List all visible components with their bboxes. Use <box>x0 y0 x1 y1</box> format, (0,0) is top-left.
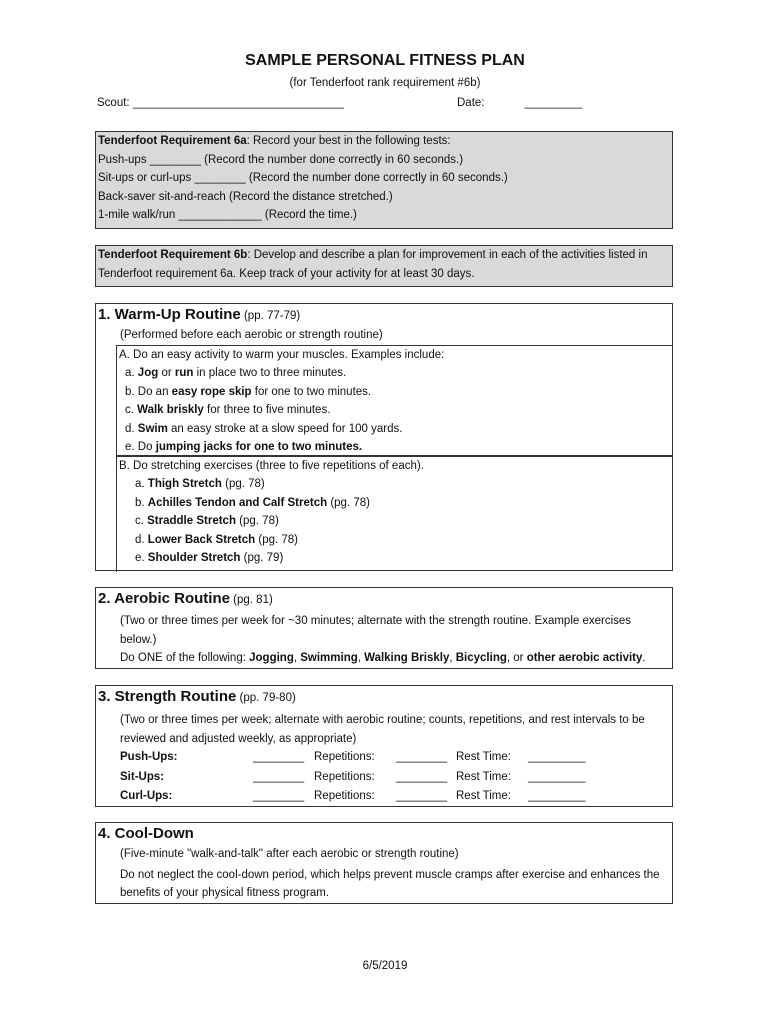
requirement-6a-box <box>95 131 673 229</box>
warmup-part-a <box>116 345 672 456</box>
req6a-intro-text: : Record your best in the following tests: <box>246 135 451 147</box>
req6b-title: Tenderfoot Requirement 6b <box>98 249 248 261</box>
req6a-walk-run: 1-mile walk/run _____________ (Record the time.) <box>98 209 357 221</box>
strength-label: Push-Ups: <box>120 751 178 763</box>
strength-heading-text: 3. Strength Routine <box>98 688 237 705</box>
warmup-b-item: a. Thigh Stretch (pg. 78) <box>135 478 265 490</box>
warmup-pages: (pp. 77-79) <box>240 310 301 322</box>
rest-label: Rest Time: <box>456 770 511 783</box>
req6b-body: : Develop and describe a plan for improvement in each of the activities listed in Tenderfoot requirement 6a. Keep track of your activity for at least 30 days. <box>98 249 648 280</box>
rest-blank[interactable]: _________ <box>528 790 586 802</box>
scout-label: Scout: <box>97 97 133 109</box>
reps-label: Repetitions: <box>314 770 375 783</box>
requirement-6b-box <box>95 245 673 287</box>
req6a-sit-reach: Back-saver sit-and-reach (Record the distance stretched.) <box>98 190 393 203</box>
aerobic-heading <box>96 588 672 610</box>
rest-blank[interactable]: _________ <box>528 751 586 763</box>
date-blank[interactable]: _________ <box>524 97 583 109</box>
aerobic-options: Do ONE of the following: Jogging, Swimming, Walking Briskly, Bicycling, or other aerobic activity. <box>120 652 646 664</box>
warmup-b-item: e. Shoulder Stretch (pg. 79) <box>135 552 284 564</box>
warmup-b-intro: B. Do stretching exercises (three to five repetitions of each). <box>119 459 424 472</box>
date-label: Date: <box>457 97 485 109</box>
count-blank[interactable]: ________ <box>253 770 305 783</box>
strength-section <box>95 685 673 807</box>
warmup-part-b <box>116 456 672 572</box>
footer-date: 6/5/2019 <box>362 960 408 972</box>
cooldown-note: (Five-minute "walk-and-talk" after each aerobic or strength routine) <box>120 848 459 860</box>
warmup-b-item: b. Achilles Tendon and Calf Stretch (pg. 78) <box>135 496 370 509</box>
cooldown-text: Do not neglect the cool-down period, which helps prevent muscle cramps after exercise and enhances the benefits of your physical fitness program. <box>120 868 660 899</box>
warmup-a-item: a. Jog or run in place two to three minutes. <box>125 367 347 379</box>
warmup-a-item: b. Do an easy rope skip for one to two minutes. <box>125 385 372 398</box>
req6a-pushups: Push-ups ________ (Record the number done correctly in 60 seconds.) <box>98 153 464 166</box>
cooldown-section <box>95 822 673 904</box>
aerobic-note: (Two or three times per week for ~30 minutes; alternate with the strength routine. Example exercises below.) <box>120 615 632 646</box>
warmup-heading <box>96 304 672 326</box>
rest-label: Rest Time: <box>456 751 511 763</box>
req6a-situps: Sit-ups or curl-ups ________ (Record the number done correctly in 60 seconds.) <box>98 172 508 184</box>
cooldown-heading: 4. Cool-Down <box>98 825 194 842</box>
count-blank[interactable]: ________ <box>253 790 305 802</box>
reps-blank[interactable]: ________ <box>396 790 448 802</box>
warmup-a-item: c. Walk briskly for three to five minutes. <box>125 404 331 416</box>
rest-blank[interactable]: _________ <box>528 770 586 783</box>
warmup-b-item: c. Straddle Stretch (pg. 78) <box>135 515 279 527</box>
strength-pages: (pp. 79-80) <box>236 692 296 704</box>
strength-note: (Two or three times per week; alternate with aerobic routine; counts, repetitions, and rest intervals to be reviewed and adjusted weekly, as appropriate) <box>120 714 645 745</box>
count-blank[interactable]: ________ <box>253 751 305 763</box>
aerobic-section <box>95 587 673 669</box>
req6a-title: Tenderfoot Requirement 6a <box>98 135 247 147</box>
page-subtitle: (for Tenderfoot rank requirement #6b) <box>289 77 481 89</box>
reps-label: Repetitions: <box>314 751 375 763</box>
warmup-a-item: e. Do jumping jacks for one to two minutes. <box>125 441 363 453</box>
reps-blank[interactable]: ________ <box>396 751 448 763</box>
warmup-section <box>95 303 673 571</box>
reps-blank[interactable]: ________ <box>396 770 448 783</box>
warmup-note: (Performed before each aerobic or strength routine) <box>120 329 383 341</box>
strength-row-curlups <box>96 787 672 807</box>
strength-row-pushups <box>96 748 672 768</box>
warmup-heading-text: 1. Warm-Up Routine <box>98 306 241 323</box>
date-field[interactable] <box>457 97 582 109</box>
req6a-intro <box>96 132 672 151</box>
strength-heading <box>96 686 672 708</box>
strength-row-situps <box>96 768 672 788</box>
warmup-a-intro: A. Do an easy activity to warm your muscles. Examples include: <box>119 348 445 361</box>
aerobic-pages: (pg. 81) <box>229 594 273 606</box>
warmup-a-item: d. Swim an easy stroke at a slow speed for 100 yards. <box>125 422 403 435</box>
scout-blank[interactable]: _________________________________ <box>132 97 344 109</box>
page-title: SAMPLE PERSONAL FITNESS PLAN <box>245 52 525 69</box>
reps-label: Repetitions: <box>314 790 375 802</box>
warmup-b-item: d. Lower Back Stretch (pg. 78) <box>135 533 298 546</box>
req6b-text <box>96 246 672 284</box>
strength-label: Curl-Ups: <box>120 790 173 802</box>
aerobic-heading-text: 2. Aerobic Routine <box>98 590 230 607</box>
strength-label: Sit-Ups: <box>120 770 165 783</box>
rest-label: Rest Time: <box>456 790 511 802</box>
scout-field[interactable] <box>97 97 344 109</box>
